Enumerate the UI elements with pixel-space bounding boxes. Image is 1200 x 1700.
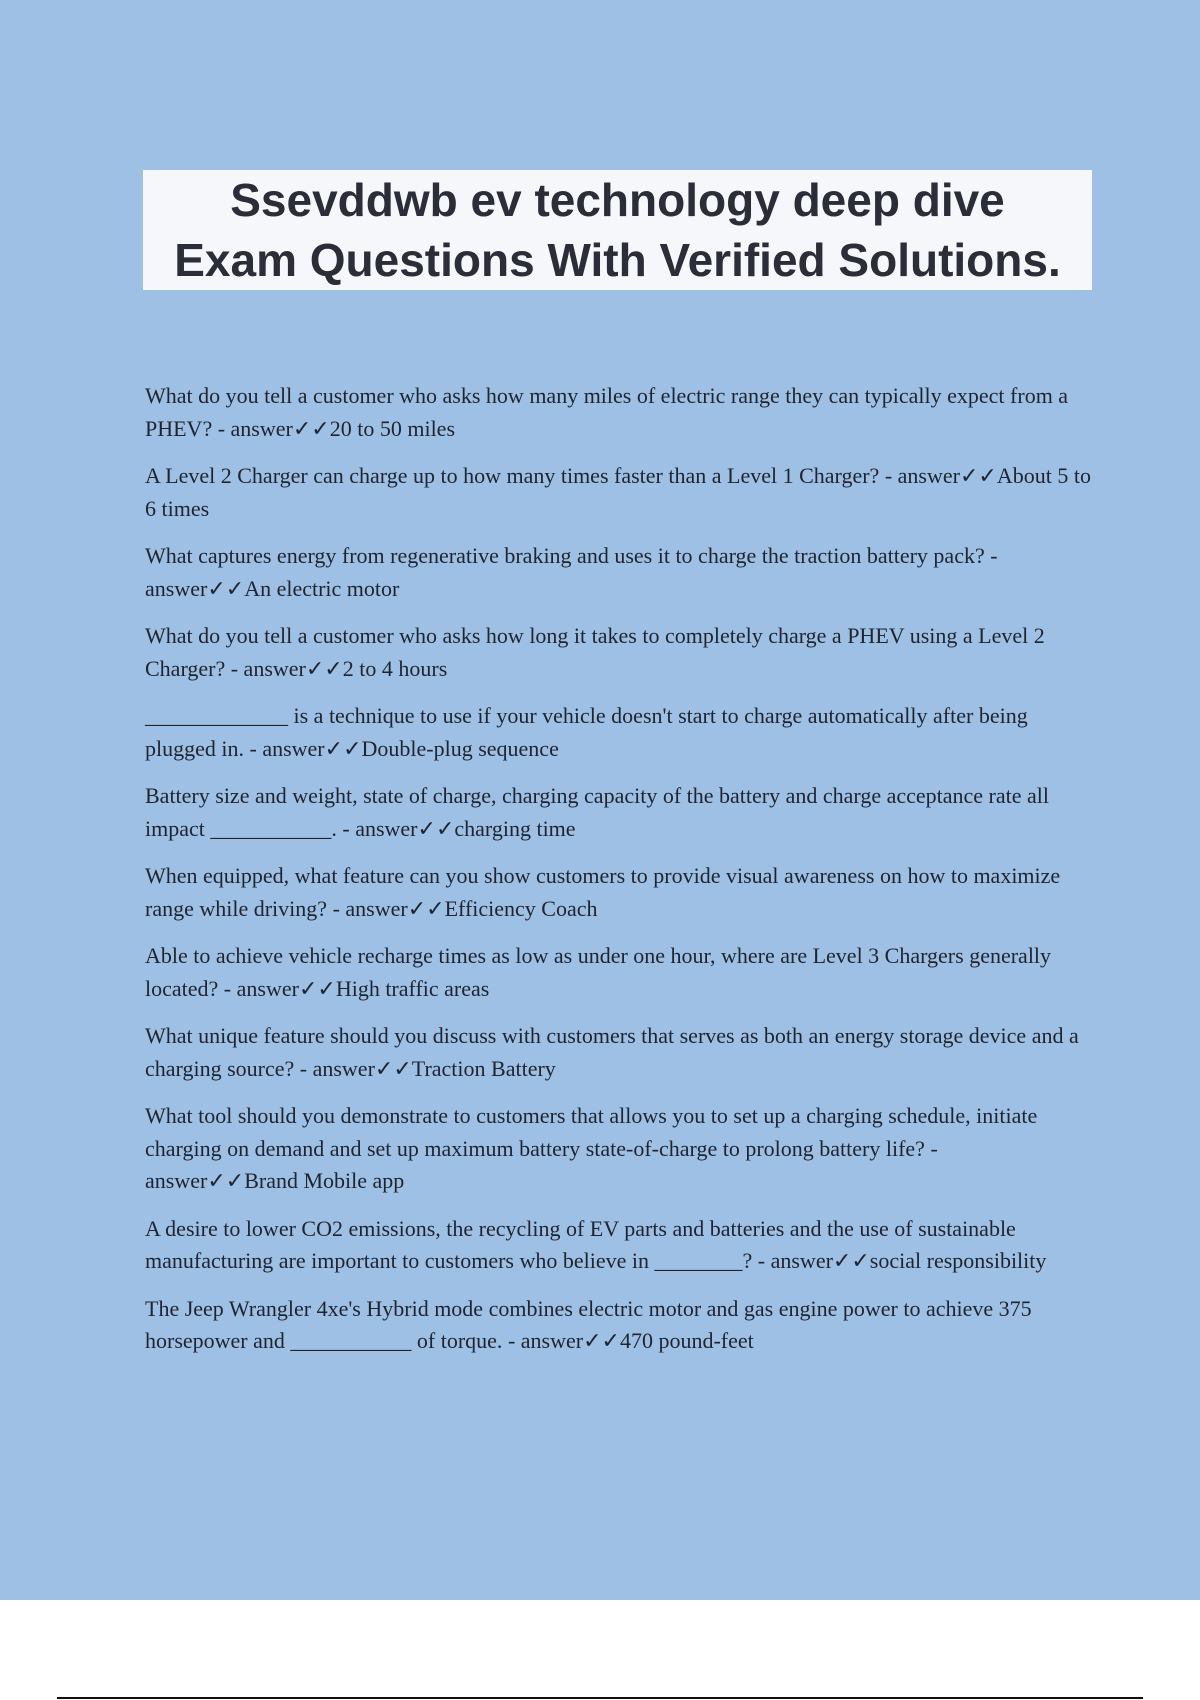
answer-separator: - answer	[212, 415, 293, 441]
answer-text: Efficiency Coach	[444, 895, 598, 921]
document-title-line-2: Exam Questions With Verified Solutions.	[174, 234, 1061, 286]
double-check-icon: ✓✓	[583, 1328, 620, 1353]
answer-separator: - answer	[752, 1248, 833, 1273]
answer-text: social responsibility	[869, 1248, 1047, 1273]
question-answer-item	[145, 1293, 1095, 1358]
question-answer-item	[145, 1213, 1095, 1278]
answer-text: 470 pound-feet	[619, 1328, 754, 1353]
question-answer-item	[145, 700, 1095, 765]
question-text: _____________ is a technique to use if your vehicle doesn't start to charge automatically after being plugged in.	[145, 703, 1028, 761]
question-text: What captures energy from regenerative braking and uses it to charge the traction battery pack?	[145, 543, 985, 568]
question-text: What tool should you demonstrate to customers that allows you to set up a charging schedule, initiate charging on demand and set up maximum battery state-of-charge to prolong battery life?	[145, 1103, 1038, 1161]
question-text: The Jeep Wrangler 4xe's Hybrid mode combines electric motor and gas engine power to achieve 375 horsepower and ___________ of torque.	[145, 1295, 1032, 1353]
double-check-icon: ✓✓	[305, 655, 343, 681]
question-answer-item	[145, 780, 1095, 845]
question-text: Battery size and weight, state of charge, charging capacity of the battery and charge acceptance rate all impact ___________.	[145, 783, 1050, 841]
double-check-icon: ✓✓	[374, 1055, 412, 1081]
answer-text: 2 to 4 hours	[342, 655, 448, 681]
answer-text: charging time	[454, 815, 576, 841]
answer-separator: - answer	[327, 895, 408, 921]
double-check-icon: ✓✓	[832, 1248, 870, 1273]
answer-text: Traction Battery	[411, 1055, 556, 1081]
answer-separator: - answer	[145, 543, 998, 601]
question-answer-item	[145, 940, 1095, 1005]
double-check-icon: ✓✓	[959, 463, 997, 488]
question-answer-item	[145, 540, 1095, 605]
question-answer-item	[145, 620, 1095, 685]
question-text: Able to achieve vehicle recharge times as low as under one hour, where are Level 3 Chargers generally located?	[145, 943, 1052, 1001]
answer-separator: - answer	[225, 655, 306, 681]
question-answer-item	[145, 460, 1095, 525]
double-check-icon: ✓✓	[417, 815, 455, 841]
answer-text: Double-plug sequence	[361, 735, 559, 761]
answer-text: An electric motor	[244, 575, 400, 601]
question-answer-list	[145, 380, 1095, 1373]
question-text: A desire to lower CO2 emissions, the recycling of EV parts and batteries and the use of sustainable manufacturing are important to customers who believe in ________?	[145, 1215, 1016, 1273]
answer-separator: - answer	[502, 1328, 584, 1353]
question-text: What do you tell a customer who asks how long it takes to completely charge a PHEV using a Level 2 Charger?	[145, 623, 1045, 681]
answer-separator: - answer	[218, 975, 299, 1001]
footer-divider	[57, 1697, 1143, 1699]
double-check-icon: ✓✓	[298, 975, 336, 1001]
answer-separator: - answer	[244, 735, 325, 761]
answer-text: High traffic areas	[335, 975, 490, 1001]
question-text: What unique feature should you discuss with customers that serves as both an energy storage device and a charging source?	[145, 1023, 1079, 1081]
double-check-icon: ✓✓	[207, 575, 245, 601]
answer-text: 20 to 50 miles	[329, 415, 456, 441]
question-text: A Level 2 Charger can charge up to how many times faster than a Level 1 Charger?	[145, 463, 880, 488]
question-answer-item	[145, 1100, 1095, 1198]
question-answer-item	[145, 380, 1095, 445]
question-answer-item	[145, 860, 1095, 925]
double-check-icon: ✓✓	[292, 415, 330, 441]
answer-separator: - answer	[294, 1055, 375, 1081]
question-answer-item	[145, 1020, 1095, 1085]
title-box	[143, 170, 1092, 290]
answer-separator: - answer	[145, 1135, 938, 1193]
question-text: What do you tell a customer who asks how many miles of electric range they can typically expect from a PHEV?	[145, 383, 1069, 441]
answer-text: About 5 to 6 times	[145, 463, 1091, 521]
double-check-icon: ✓✓	[207, 1168, 245, 1193]
answer-separator: - answer	[336, 815, 418, 841]
document-title-line-1: Ssevddwb ev technology deep dive	[230, 174, 1005, 226]
double-check-icon: ✓✓	[407, 895, 445, 921]
answer-separator: - answer	[879, 463, 960, 488]
question-text: When equipped, what feature can you show customers to provide visual awareness on how to maximize range while driving?	[145, 863, 1061, 921]
answer-text: Brand Mobile app	[244, 1168, 405, 1193]
double-check-icon: ✓✓	[324, 735, 362, 761]
